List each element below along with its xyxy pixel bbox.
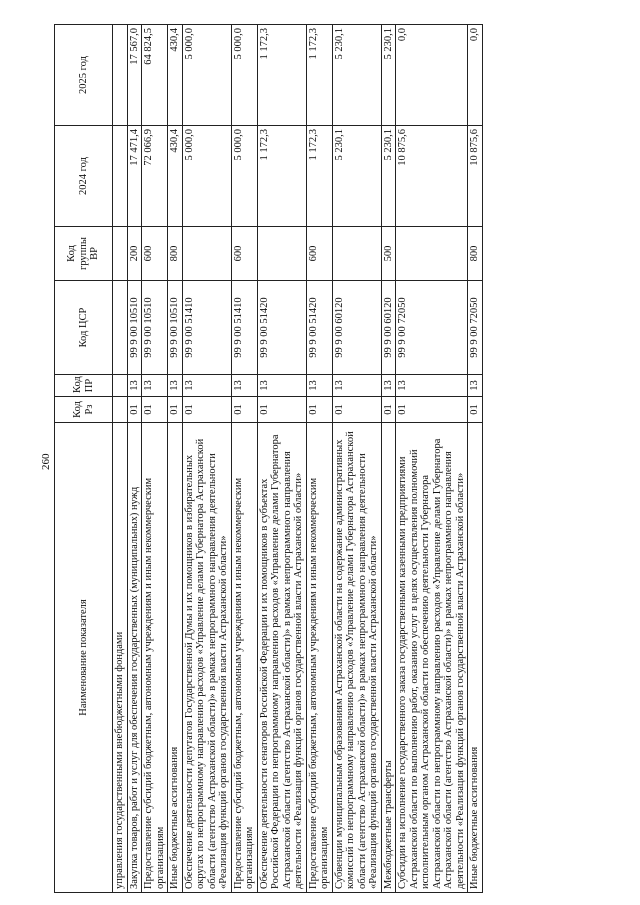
- cell-2025: 430,4: [168, 25, 183, 126]
- cell-2025: 5 000,0: [231, 25, 257, 126]
- cell-csr: 99 9 00 60120: [332, 281, 381, 375]
- cell-rz: 01: [182, 397, 231, 423]
- cell-name: Предоставление субсидий бюджетным, автономным учреждениям и иным некоммерческим организациям: [142, 423, 168, 893]
- cell-pr: [113, 375, 128, 397]
- cell-2024: 72 066,9: [142, 126, 168, 227]
- cell-2024: [113, 126, 128, 227]
- table-row: [168, 25, 183, 893]
- col-header-name: Наименование показателя: [55, 423, 113, 893]
- cell-2024: 1 172,3: [257, 126, 306, 227]
- cell-vr: 600: [306, 227, 332, 281]
- col-header-2025: 2025 год: [55, 25, 113, 126]
- cell-pr: 13: [142, 375, 168, 397]
- cell-csr: 99 9 00 51420: [257, 281, 306, 375]
- cell-vr: [257, 227, 306, 281]
- cell-2025: 5 230,1: [332, 25, 381, 126]
- cell-2025: 17 567,0: [127, 25, 142, 126]
- cell-2024: 430,4: [168, 126, 183, 227]
- cell-name: Обеспечение деятельности депутатов Государственной Думы и их помощников в избирательных округах по непрограммному направлению расходов «Управление делами Губернатора Астраханской области (агентство Астраханской области)» в рамках непрограммного направления деятельности «Реализация функций органов государственной власти Астраханской области»: [182, 423, 231, 893]
- cell-vr: [182, 227, 231, 281]
- cell-rz: 01: [306, 397, 332, 423]
- cell-rz: 01: [257, 397, 306, 423]
- cell-name: Предоставление субсидий бюджетным, автономным учреждениям и иным некоммерческим организациям: [231, 423, 257, 893]
- cell-2024: 1 172,3: [306, 126, 332, 227]
- cell-rz: 01: [332, 397, 381, 423]
- cell-vr: 800: [168, 227, 183, 281]
- cell-csr: 99 9 00 10510: [142, 281, 168, 375]
- cell-2025: 5 230,1: [381, 25, 396, 126]
- table-row: [468, 25, 483, 893]
- table-row: [381, 25, 396, 893]
- cell-vr: [396, 227, 468, 281]
- cell-vr: 800: [468, 227, 483, 281]
- table-row: [306, 25, 332, 893]
- cell-vr: 600: [142, 227, 168, 281]
- cell-pr: 13: [381, 375, 396, 397]
- cell-rz: 01: [231, 397, 257, 423]
- cell-name: Субвенции муниципальным образованиям Астраханской области на содержание административных комиссий по непрограммному направлению расходов «Управление делами Губернатора Астраханской области (агентство Астраханской области)» в рамках непрограммного направления деятельности «Реализация функций органов государственной власти Астраханской области»: [332, 423, 381, 893]
- cell-pr: 13: [468, 375, 483, 397]
- cell-vr: 600: [231, 227, 257, 281]
- cell-rz: 01: [168, 397, 183, 423]
- cell-csr: 99 9 00 51420: [306, 281, 332, 375]
- table-row: [127, 25, 142, 893]
- cell-csr: 99 9 00 51410: [182, 281, 231, 375]
- page-number: 260: [40, 453, 52, 470]
- cell-2025: 1 172,3: [306, 25, 332, 126]
- cell-pr: 13: [306, 375, 332, 397]
- cell-csr: 99 9 00 51410: [231, 281, 257, 375]
- cell-2025: 5 000,0: [182, 25, 231, 126]
- cell-2024: 5 230,1: [381, 126, 396, 227]
- cell-2024: 17 471,4: [127, 126, 142, 227]
- cell-name: Обеспечение деятельности сенаторов Российской Федерации и их помощников в субъектах Российской Федерации по непрограммному направлению расходов «Управление делами Губернатора Астраханской области (агентство Астраханской области)» в рамках непрограммного направления деятельности «Реализация функций органов государственной власти Астраханской области»: [257, 423, 306, 893]
- header-row: [55, 25, 113, 893]
- table-row: [332, 25, 381, 893]
- cell-2024: 5 000,0: [231, 126, 257, 227]
- cell-name: Иные бюджетные ассигнования: [168, 423, 183, 893]
- cell-csr: 99 9 00 60120: [381, 281, 396, 375]
- cell-name: Субсидии на исполнение государственного заказа государственными казенными предприятиями Астраханской области по выполнению работ, оказанию услуг в целях осуществления полномочий исполнительным органом Астраханской области по обеспечению деятельности Губернатора Астраханской области по непрограммному направлению расходов «Управление делами Губернатора Астраханской области (агентство Астраханской области)» в рамках непрограммного направления деятельности «Реализация функций органов государственной власти Астраханской области»: [396, 423, 468, 893]
- cell-rz: 01: [396, 397, 468, 423]
- col-header-2024: 2024 год: [55, 126, 113, 227]
- cell-2024: 5 230,1: [332, 126, 381, 227]
- cell-2025: 1 172,3: [257, 25, 306, 126]
- table-row: [231, 25, 257, 893]
- cell-2024: 10 875,6: [396, 126, 468, 227]
- cell-pr: 13: [332, 375, 381, 397]
- col-header-csr: Код ЦСР: [55, 281, 113, 375]
- table-row: [142, 25, 168, 893]
- col-header-vr: Код группы ВР: [55, 227, 113, 281]
- cell-csr: 99 9 00 72050: [468, 281, 483, 375]
- cell-pr: 13: [168, 375, 183, 397]
- table-row: [182, 25, 231, 893]
- cell-vr: 500: [381, 227, 396, 281]
- table-row: [113, 25, 128, 893]
- table-row: [257, 25, 306, 893]
- cell-name: управления государственными внебюджетными фондами: [113, 423, 128, 893]
- cell-vr: 200: [127, 227, 142, 281]
- cell-rz: [113, 397, 128, 423]
- cell-csr: 99 9 00 72050: [396, 281, 468, 375]
- col-header-pr: Код ПР: [55, 375, 113, 397]
- cell-2025: 64 824,5: [142, 25, 168, 126]
- cell-vr: [113, 227, 128, 281]
- cell-2024: 10 875,6: [468, 126, 483, 227]
- cell-csr: 99 9 00 10510: [168, 281, 183, 375]
- cell-rz: 01: [127, 397, 142, 423]
- table-row: [396, 25, 468, 893]
- col-header-rz: Код Рз: [55, 397, 113, 423]
- cell-pr: 13: [396, 375, 468, 397]
- cell-rz: 01: [468, 397, 483, 423]
- cell-name: Межбюджетные трансферты: [381, 423, 396, 893]
- cell-csr: 99 9 00 10510: [127, 281, 142, 375]
- table-body: [113, 25, 483, 893]
- cell-2025: [113, 25, 128, 126]
- cell-2025: 0,0: [396, 25, 468, 126]
- cell-2025: 0,0: [468, 25, 483, 126]
- cell-rz: 01: [142, 397, 168, 423]
- cell-vr: [332, 227, 381, 281]
- cell-pr: 13: [127, 375, 142, 397]
- cell-rz: 01: [381, 397, 396, 423]
- cell-csr: [113, 281, 128, 375]
- budget-table: [54, 24, 483, 893]
- cell-pr: 13: [257, 375, 306, 397]
- cell-2024: 5 000,0: [182, 126, 231, 227]
- cell-pr: 13: [231, 375, 257, 397]
- cell-name: Иные бюджетные ассигнования: [468, 423, 483, 893]
- cell-name: Предоставление субсидий бюджетным, автономным учреждениям и иным некоммерческим организациям: [306, 423, 332, 893]
- cell-pr: 13: [182, 375, 231, 397]
- cell-name: Закупка товаров, работ и услуг для обеспечения государственных (муниципальных) нужд: [127, 423, 142, 893]
